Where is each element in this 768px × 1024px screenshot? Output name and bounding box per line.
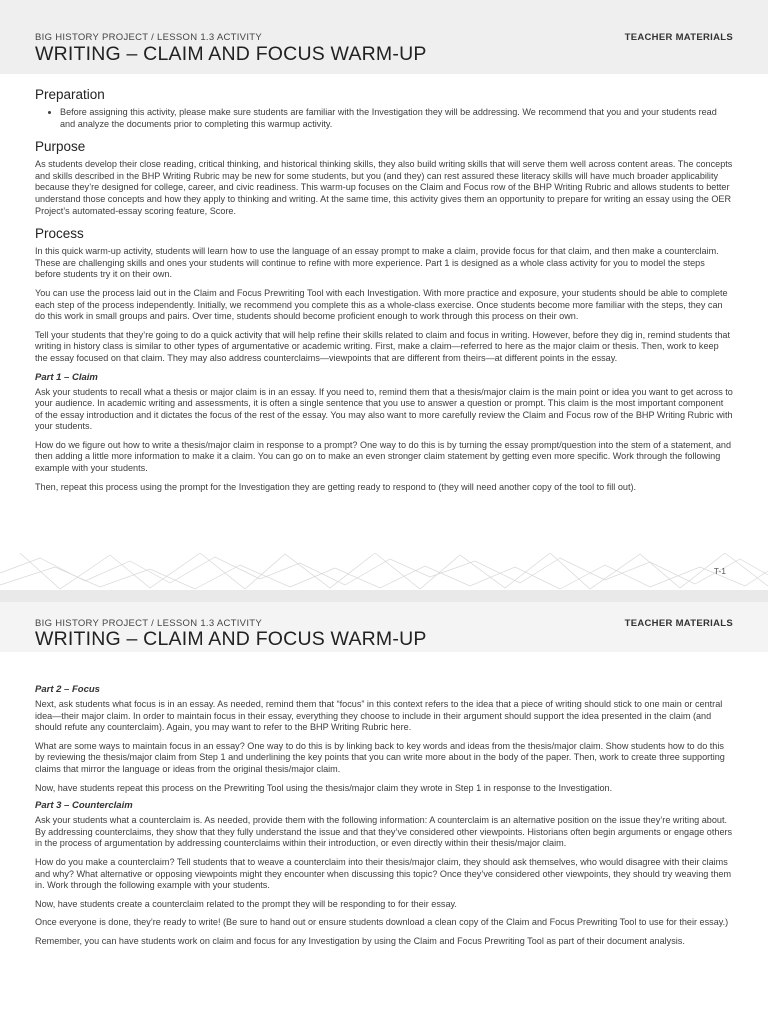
process-paragraph-2: You can use the process laid out in the Claim and Focus Prewriting Tool with each Investigation. With more practice and exposure, your students should be able to complete each step of the process independently. Initially, we recommend you complete this as a whole-class exercise. Once students become more familiar with the steps, they can do this work in small groups and pairs. Over time, students should become proficient enough to work through this process on their own. bbox=[35, 287, 728, 322]
page-header bbox=[0, 0, 768, 74]
part3-paragraph-3: Now, have students create a counterclaim related to the prompt they will be responding to for their essay. bbox=[35, 898, 457, 909]
page-gap bbox=[0, 590, 768, 602]
page-2 bbox=[0, 602, 768, 1024]
part1-heading: Part 1 – Claim bbox=[35, 371, 98, 383]
page-body bbox=[0, 684, 768, 948]
part3-paragraph-5: Remember, you can have students work on claim and focus for any Investigation by using the Claim and Focus Prewriting Tool as part of their document analysis. bbox=[35, 935, 685, 946]
part2-heading: Part 2 – Focus bbox=[35, 684, 100, 695]
teacher-materials-label: TEACHER MATERIALS bbox=[624, 32, 733, 43]
preparation-heading: Preparation bbox=[35, 87, 105, 102]
series-label: BIG HISTORY PROJECT / LESSON 1.3 ACTIVITY bbox=[35, 32, 262, 43]
series-label: BIG HISTORY PROJECT / LESSON 1.3 ACTIVITY bbox=[35, 618, 262, 629]
page-title: WRITING – CLAIM AND FOCUS WARM-UP bbox=[35, 43, 427, 65]
process-heading: Process bbox=[35, 226, 84, 242]
part1-paragraph-1: Ask your students to recall what a thesis or major claim is in an essay. If you need to, remind them that a thesis/major claim is the main point or idea you want to get across to your audience. In academic writing and assessments, it is often a single sentence that you use to answer a question or prompt. This claim is the most important component of the essay introduction and it dictates the focus of the rest of the essay. You may also want to more carefully review the Claim and Focus row of the BHP Writing Rubric with your students. bbox=[35, 386, 733, 432]
decorative-pattern bbox=[0, 553, 768, 590]
page-header bbox=[0, 602, 768, 652]
part1-paragraph-3: Then, repeat this process using the prompt for the Investigation they are getting ready to respond to (they will need another copy of the tool to fill out). bbox=[35, 481, 637, 492]
part3-heading: Part 3 – Counterclaim bbox=[35, 800, 133, 812]
page-number: T-1 bbox=[713, 566, 726, 576]
purpose-heading: Purpose bbox=[35, 139, 86, 155]
part3-paragraph-4: Once everyone is done, they’re ready to write! (Be sure to hand out or ensure students download a clean copy of the Claim and Focus Prewriting Tool to use for their essay.) bbox=[35, 917, 729, 928]
part2-paragraph-2: What are some ways to maintain focus in an essay? One way to do this is by linking back to key words and ideas from the thesis/major claim. Show students how to do this by reviewing the thesis/major claim from Step 1 and underlining the key points that you can write more about in the body of the paper. Then, work to create three supporting claims that mirror the language or ideas from the original thesis/major claim. bbox=[35, 740, 725, 774]
part3-paragraph-2: How do you make a counterclaim? Tell students that to weave a counterclaim into their thesis/major claim, they should ask themselves, who would disagree with their claims and why? What alternative or opposing viewpoints might they encounter when discussing this topic? Once they’ve considered other viewpoints, they should try weaving them in. Work through the following example with your students. bbox=[35, 856, 732, 891]
preparation-list bbox=[35, 107, 733, 130]
teacher-materials-label: TEACHER MATERIALS bbox=[624, 618, 733, 629]
page-title: WRITING – CLAIM AND FOCUS WARM-UP bbox=[35, 628, 427, 650]
part2-paragraph-1: Next, ask students what focus is in an essay. As needed, remind them that “focus” in this context refers to the idea that a piece of writing should stick to one main or central idea—their major claim. In order to maintain focus in their essay, everything they choose to include in their argument should support the idea presented in the claim (and should refute any counterclaim). Again, you may want to refer to the BHP Writing Rubric here. bbox=[35, 699, 723, 733]
purpose-text: As students develop their close reading, critical thinking, and historical thinking skills, they also build writing skills that will serve them well across content areas. The concepts and skills described in the BHP Writing Rubric may be new for some students, but you (and they) can rest assured these literacy skills will have much broader applicability because they’re designed for college, career, and civic readiness. This warm-up focuses on the Claim and Focus row of the BHP Writing Rubric and allows students to better understand those concepts and how they apply to thinking and writing. At the same time, this activity gives them an opportunity to prepare for writing an essay using the OER Project’s automated-essay scoring feature, Score. bbox=[35, 159, 733, 216]
part3-paragraph-1: Ask your students what a counterclaim is. As needed, provide them with the following information: A counterclaim is an alternative position on the issue they’re writing about. By addressing counterclaims, they show that they fully understand the issue and that they’ve considered other viewpoints. Historians often begin arguments or engage others in the process of argumentation by addressing counterclaims within their introduction, or even directly within their thesis/major claim. bbox=[35, 815, 733, 849]
process-paragraph-1: In this quick warm-up activity, students will learn how to use the language of an essay prompt to make a claim, provide focus for that claim, and then make a counterclaim. These are challenging skills and ones your students will continue to refine with more experience. Part 1 is designed as a whole class activity for you to model the steps before students try it on their own. bbox=[35, 246, 719, 280]
page-body bbox=[0, 87, 768, 493]
part1-paragraph-2: How do we figure out how to write a thesis/major claim in response to a prompt? One way to do this is by turning the essay prompt/question into the stem of a statement, and then adding a little more information to make it a claim. You can go on to make an even stronger claim statement by getting even more specific. Work through the following example with your students. bbox=[35, 439, 732, 474]
preparation-bullet: • Before assigning this activity, please make sure students are familiar with the Investigation they will be addressing. We recommend that you and your students read and analyze the documents prior to completing this warmup activity. bbox=[60, 107, 733, 130]
process-paragraph-3: Tell your students that they’re going to do a quick activity that will help refine their skills related to claim and focus in writing. However, before they dig in, remind students that writing in history class is similar to other types of argumentative or academic writing. First, make a claim—referred to here as the major claim or thesis. Then, work to keep the essay focused on that claim. They may also address counterclaims—viewpoints that are different from theirs—at different points in the essay. bbox=[35, 329, 731, 363]
part2-paragraph-3: Now, have students repeat this process on the Prewriting Tool using the thesis/major claim they wrote in Step 1 in response to the Investigation. bbox=[35, 782, 613, 793]
